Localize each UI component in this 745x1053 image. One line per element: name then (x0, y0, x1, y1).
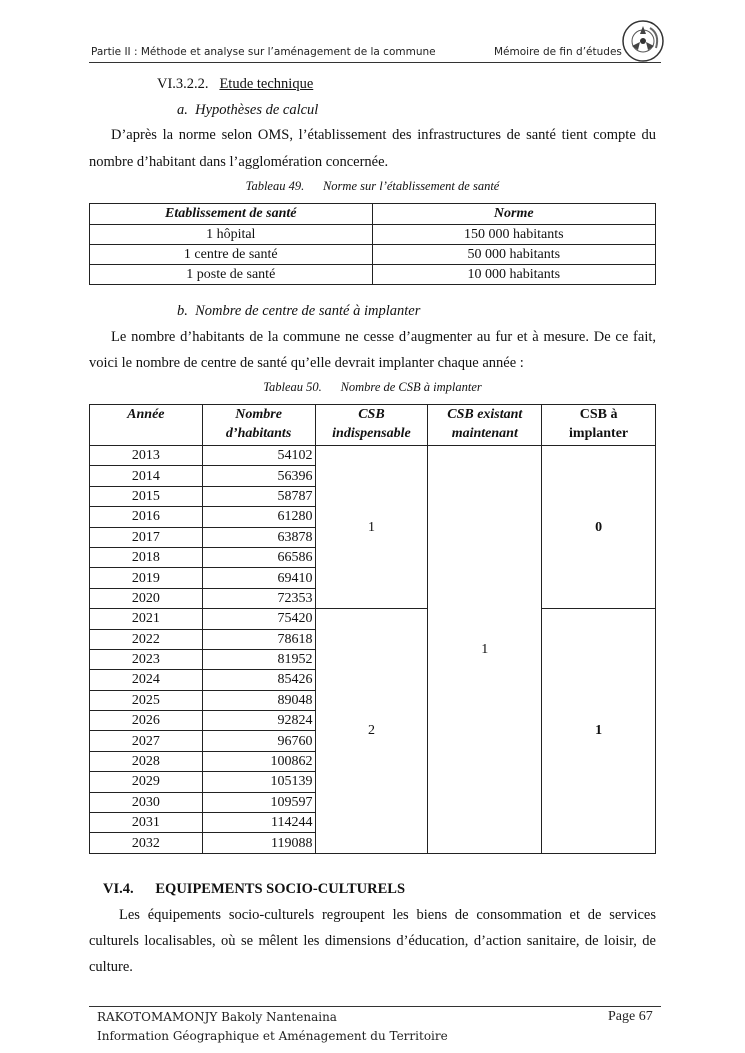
paragraph-2-line-1: Le nombre d’habitants de la commune ne cesse d’augmenter au fur et à mesure. De ce fait, (111, 329, 656, 345)
table50-header-implanter: CSB à implanter (542, 405, 656, 446)
table50-header-habitants: Nombre d’habitants (202, 405, 315, 446)
table50-population-cell: 58787 (202, 486, 315, 506)
table49-cell: 1 centre de santé (90, 245, 373, 265)
table50-population-cell: 92824 (202, 711, 315, 731)
table50-existant-cell: 1 (428, 446, 542, 854)
table50-year-cell: 2022 (90, 629, 203, 649)
table49-cell: 50 000 habitants (372, 245, 655, 265)
table49-cell: 1 hôpital (90, 225, 373, 245)
table-row (90, 265, 656, 285)
section2-line-1: Les équipements socio-culturels regroupent les biens de consommation et de services (119, 907, 656, 923)
footer-author: RAKOTOMAMONJY Bakoly Nantenaina (97, 1010, 337, 1024)
table50-year-cell: 2032 (90, 833, 203, 853)
table50-header-indispensable: CSB indispensable (315, 405, 428, 446)
table50-population-cell: 78618 (202, 629, 315, 649)
table50-population-cell: 54102 (202, 446, 315, 466)
table50-year-cell: 2025 (90, 690, 203, 710)
table50-indispensable-cell: 2 (315, 609, 428, 854)
table50-population-cell: 100862 (202, 751, 315, 771)
table49-cell: 1 poste de santé (90, 265, 373, 285)
table49-caption: Tableau 49. Norme sur l’établissement de santé (245, 179, 500, 193)
table50-year-cell: 2019 (90, 568, 203, 588)
table49 (89, 203, 656, 285)
table50-population-cell: 89048 (202, 690, 315, 710)
table50-year-cell: 2015 (90, 486, 203, 506)
table50-population-cell: 66586 (202, 547, 315, 567)
footer-program: Information Géographique et Aménagement du Territoire (97, 1029, 448, 1043)
table50-indispensable-cell: 1 (315, 446, 428, 609)
table50-population-cell: 72353 (202, 588, 315, 608)
header-rule (89, 62, 661, 63)
table50-population-cell: 81952 (202, 649, 315, 669)
table50-population-cell: 56396 (202, 466, 315, 486)
table50-implanter-cell: 1 (542, 609, 656, 854)
table50-year-cell: 2017 (90, 527, 203, 547)
table-row (90, 245, 656, 265)
table-row (90, 446, 656, 466)
table50-year-cell: 2013 (90, 446, 203, 466)
footer-rule (89, 1006, 661, 1007)
table50-population-cell: 109597 (202, 792, 315, 812)
table50-header-existant: CSB existant maintenant (428, 405, 542, 446)
subheading-b: b. Nombre de centre de santé à implanter (177, 303, 421, 319)
table50-implanter-cell: 0 (542, 446, 656, 609)
table50-year-cell: 2031 (90, 813, 203, 833)
section2-line-3: culture. (89, 959, 133, 975)
table49-header: Etablissement de santé (90, 204, 373, 225)
header-left: Partie II : Méthode et analyse sur l’aménagement de la commune (91, 46, 436, 58)
table50-year-cell: 2027 (90, 731, 203, 751)
table50-year-cell: 2029 (90, 772, 203, 792)
section-heading: VI.3.2.2. Etude technique (157, 76, 314, 92)
table-row (90, 225, 656, 245)
paragraph-1-line-1: D’après la norme selon OMS, l’établissement des infrastructures de santé tient compte du (111, 127, 656, 143)
table50-population-cell: 105139 (202, 772, 315, 792)
table50-population-cell: 119088 (202, 833, 315, 853)
table50-year-cell: 2024 (90, 670, 203, 690)
paragraph-2-line-2: voici le nombre de centre de santé qu’elle devrait implanter chaque année : (89, 355, 524, 371)
table50-population-cell: 85426 (202, 670, 315, 690)
table50-caption: Tableau 50. Nombre de CSB à implanter (263, 380, 482, 394)
table50-header-annee: Année (90, 405, 203, 446)
footer-page: Page 67 (608, 1009, 653, 1024)
subheading-a: a. Hypothèses de calcul (177, 102, 319, 118)
table50-population-cell: 114244 (202, 813, 315, 833)
table-row (90, 609, 656, 629)
table50-population-cell: 61280 (202, 507, 315, 527)
header-right: Mémoire de fin d’études (494, 46, 622, 58)
table50-population-cell: 96760 (202, 731, 315, 751)
table50-year-cell: 2021 (90, 609, 203, 629)
table50-population-cell: 63878 (202, 527, 315, 547)
table50-year-cell: 2020 (90, 588, 203, 608)
table50-population-cell: 75420 (202, 609, 315, 629)
school-logo-icon (620, 18, 666, 64)
table49-cell: 150 000 habitants (372, 225, 655, 245)
table50-year-cell: 2023 (90, 649, 203, 669)
section2-line-2: culturels localisables, où se mêlent les dimensions d’éducation, d’action sanitaire, de loisir, de (89, 933, 656, 949)
table50-year-cell: 2016 (90, 507, 203, 527)
paragraph-1-line-2: nombre d’habitant dans l’agglomération concernée. (89, 154, 389, 170)
section2-heading: VI.4. EQUIPEMENTS SOCIO-CULTURELS (103, 881, 406, 897)
table50 (89, 404, 656, 854)
table50-year-cell: 2014 (90, 466, 203, 486)
table49-cell: 10 000 habitants (372, 265, 655, 285)
table50-year-cell: 2028 (90, 751, 203, 771)
table49-header: Norme (372, 204, 655, 225)
table50-year-cell: 2018 (90, 547, 203, 567)
table50-year-cell: 2026 (90, 711, 203, 731)
table50-year-cell: 2030 (90, 792, 203, 812)
table50-population-cell: 69410 (202, 568, 315, 588)
